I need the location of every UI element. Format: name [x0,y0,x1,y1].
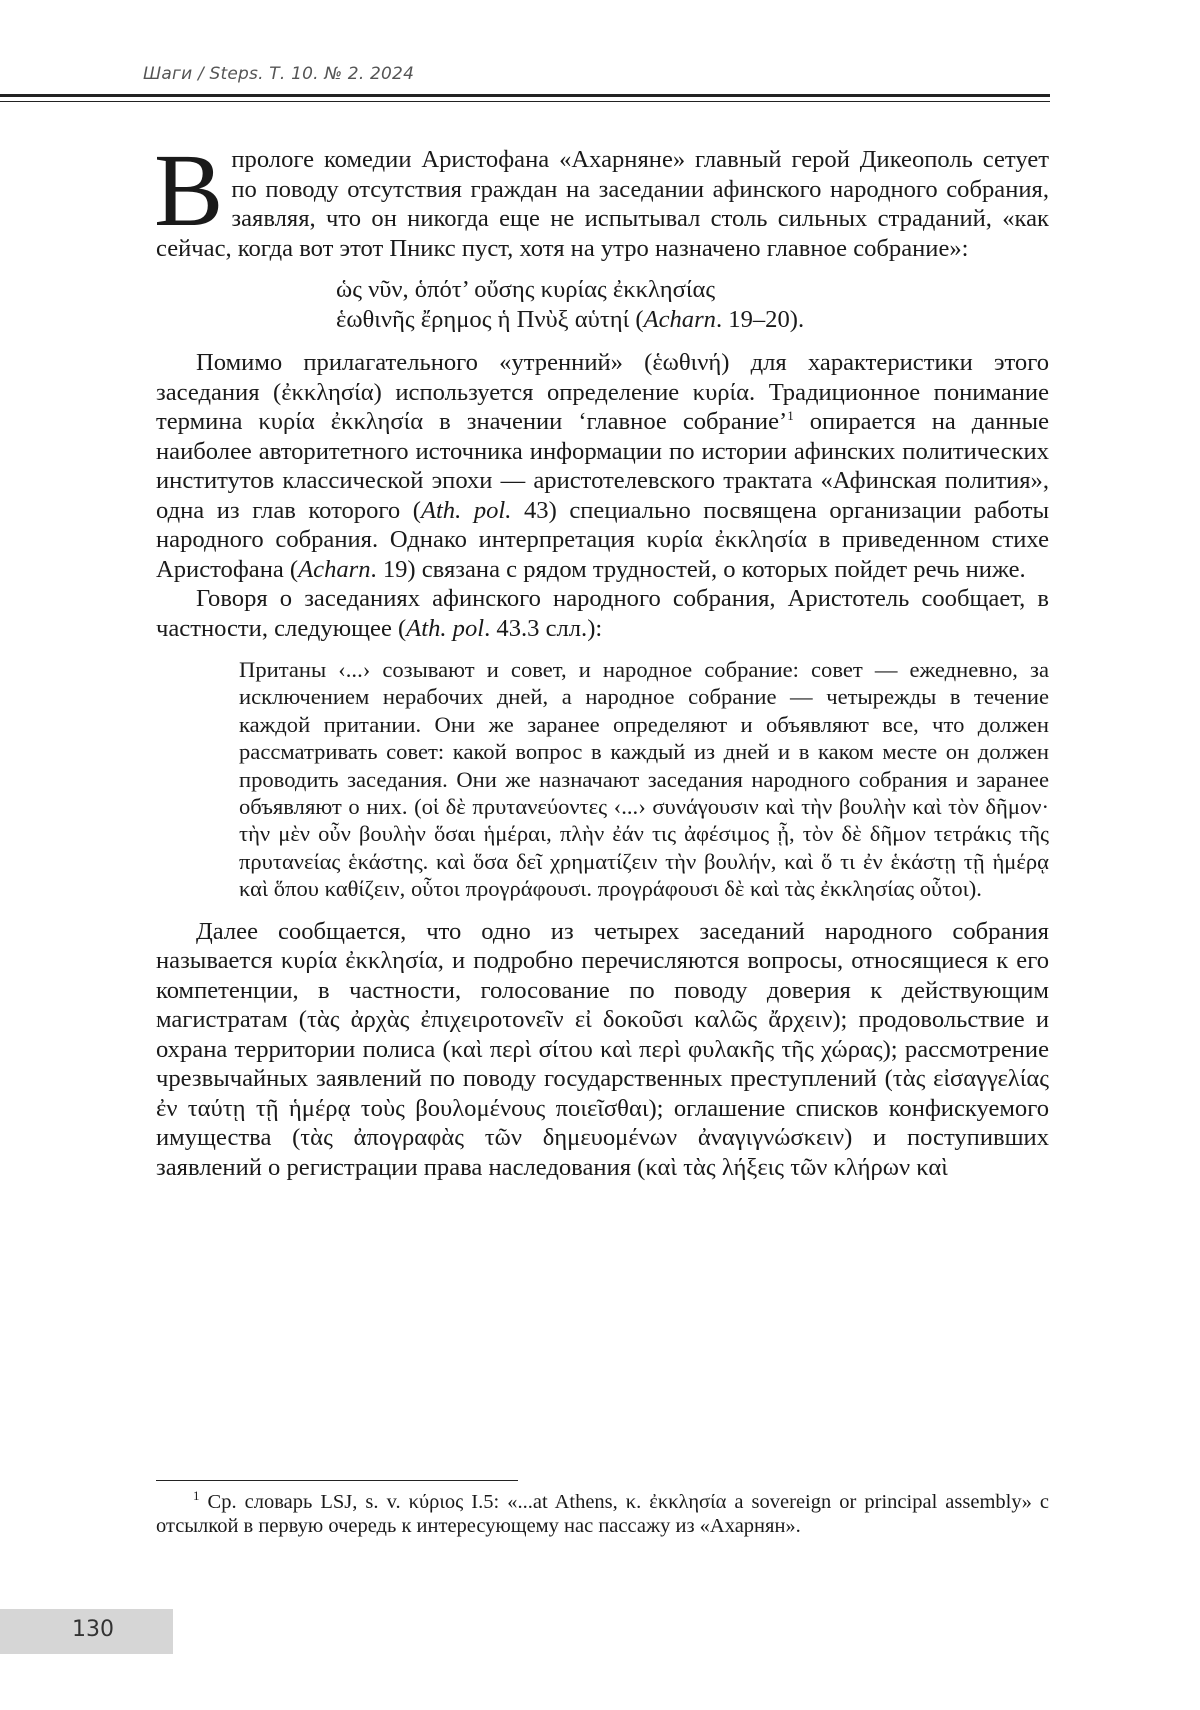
citation-ath-pol-2: Ath. pol [406,614,485,642]
footnote-reference[interactable]: 1 [787,407,794,423]
verse-ref: Acharn [643,305,716,333]
block-quote-text: Пританы ‹...› созывают и совет, и народное собрание: совет — ежедневно, за исключением нерабочих дней, а народное собрание — четырежды в течение каждой притании. Они же заранее определяют и объявляют все, что должен рассматривать совет: какой вопрос в каждый из дней и в каком месте он должен проводить заседания. Они же назначают заседания народного собрания и заранее объявляют о них. (οἱ δὲ πρυτανεύοντες ‹...› συνάγουσιν καὶ τὴν βουλὴν καὶ τὸν δῆμον· τὴν μὲν οὖν βουλὴν ὅσαι ἡμέραι, πλὴν ἐάν τις ἀφέσιμος ᾖ, τὸν δὲ δῆμον τετράκις τῆς πρυτανείας ἑκάστης. καὶ ὅσα δεῖ χρηματίζειν τὴν βουλήν, καὶ ὅ τι ἐν ἑκάστῃ τῇ ἡμέρᾳ καὶ ὅπου καθίζειν, οὗτοι προγράφουσι. προγράφουσι δὲ καὶ τὰς ἐκκλησίας οὗτοι). [239,657,1049,902]
verse-line-2: ἑωθινῆς ἔρημος ἡ Πνὺξ αὑτηί (Acharn. 19–20). [336,305,805,333]
citation-ath-pol: Ath. pol. [420,496,512,524]
header-rule-thin [0,101,1050,102]
paragraph-3: Говоря о заседаниях афинского народного собрания, Аристотель сообщает, в частности, следующее (Ath. pol. 43.3 слл.): [156,585,1049,642]
intro-paragraph [154,133,1049,263]
paragraph-4: Далее сообщается, что одно из четырех заседаний народного собрания называется κυρία ἐκκλησία, и подробно перечисляются вопросы, относящиеся к его компетенции, в частности, голосование по поводу доверия к действующим магистратам (τὰς ἀρχὰς ἐπιχειροτονεῖν εἰ δοκοῦσι καλῶς ἄρχειν); продовольствие и охрана территории полиса (καὶ περὶ σίτου καὶ περὶ φυλακῆς τῆς χώρας); рассмотрение чрезвычайных заявлений по поводу государственных преступлений (τὰς εἰσαγγελίας ἐν ταύτῃ τῇ ἡμέρᾳ τοὺς βουλομένους ποιεῖσθαι); оглашение списков конфискуемого имущества (τὰς ἀπογραφὰς τῶν δημευομένων ἀναγιγνώσκειν) и поступивших заявлений о регистрации права наследования (καὶ τὰς λήξεις τῶν κλήρων καὶ [156,917,1049,1181]
page-number-box [0,1609,173,1654]
verse-quote [336,275,1049,334]
verse-line-1: ὡς νῦν, ὁπότ’ οὔσης κυρίας ἐκκλησίας [336,276,716,303]
paragraph-2: Помимо прилагательного «утренний» (ἑωθινή) для характеристики этого заседания (ἐκκλησία) используется определение κυρία. Традиционное понимание термина κυρία ἐκκλησία в значении ‘главное собрание’$^1$ опирается на данные наиболее авторитетного источника информации по истории афинских политических институтов классической эпохи — аристотелевского трактата «Афинская полития», одна из глав которого (Ath. pol. 43) специально посвящена организации работы народного собрания. Однако интерпретация κυρία ἐκκλησία в приведенном стихе Аристофана (Acharn. 19) связана с рядом трудностей, о которых пойдет речь ниже. [156,349,1049,583]
footnote [156,1490,1049,1538]
drop-cap: В [154,133,224,248]
page-number: 130 [72,1617,114,1642]
main-text [154,133,1049,1182]
block-quote [239,656,1049,903]
intro-text: прологе комедии Аристофана «Ахарняне» главный герой Дикеополь сетует по поводу отсутствия граждан на заседании афинского народного собрания, заявляя, что он никогда еще не испытывал столь сильных страданий, «как сейчас, когда вот этот Пникс пуст, хотя на утро назначено главное собрание»: [156,146,1049,262]
footnote-text: Ср. словарь LSJ, s. v. κύριος I.5: «...at Athens, κ. ἐκκλησία a sovereign or principal assembly» с отсылкой в первую очередь к интересующему нас пассажу из «Ахарнян». [156,1491,1049,1537]
header-rule-thick [0,94,1050,97]
footnote-rule [156,1480,518,1481]
running-header: Шаги / Steps. Т. 10. № 2. 2024 [143,64,415,84]
footnote-mark: 1 [193,1488,200,1504]
citation-acharn: Acharn [298,555,371,583]
